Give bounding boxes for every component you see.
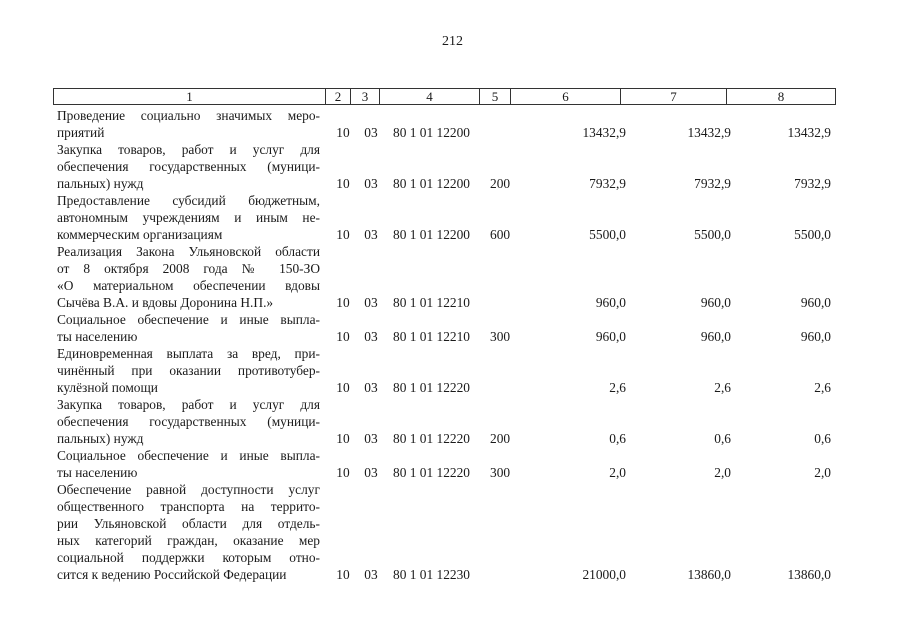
- description-line: Социальное обеспечение и иные выпла-: [57, 312, 320, 327]
- amount-column-6: 2,0: [609, 465, 626, 480]
- target-article-code: 80 1 01 12220: [393, 465, 470, 480]
- subsection-code: 03: [364, 567, 378, 582]
- description-line: ты населению: [57, 465, 138, 480]
- amount-column-8: 2,6: [814, 380, 831, 395]
- description-line: Сычёва В.А. и вдовы Доронина Н.П.»: [57, 295, 274, 310]
- table-row: [0, 107, 905, 141]
- amount-column-8: 0,6: [814, 431, 831, 446]
- target-article-code: 80 1 01 12220: [393, 380, 470, 395]
- target-article-code: 80 1 01 12230: [393, 567, 470, 582]
- amount-column-6: 0,6: [609, 431, 626, 446]
- description-line: Единовременная выплата за вред, при-: [57, 346, 320, 361]
- column-header-7: 7: [621, 89, 727, 105]
- row-description: [57, 141, 320, 192]
- description-line: чинённый при оказании противотубер-: [57, 363, 320, 378]
- section-code: 10: [336, 176, 350, 191]
- row-description: [57, 107, 320, 141]
- amount-column-6: 960,0: [595, 295, 626, 310]
- target-article-code: 80 1 01 12220: [393, 431, 470, 446]
- description-line: приятий: [57, 125, 105, 140]
- column-header-6: 6: [511, 89, 621, 105]
- subsection-code: 03: [364, 227, 378, 242]
- description-line: Социальное обеспечение и иные выпла-: [57, 448, 320, 463]
- column-header-5: 5: [480, 89, 511, 105]
- table-row: [0, 141, 905, 192]
- description-line: социальной поддержки которым отно-: [57, 550, 320, 565]
- amount-column-7: 13432,9: [687, 125, 731, 140]
- subsection-code: 03: [364, 431, 378, 446]
- description-line: Реализация Закона Ульяновской области: [57, 244, 320, 259]
- section-code: 10: [336, 380, 350, 395]
- amount-column-7: 2,6: [714, 380, 731, 395]
- table-row: [0, 481, 905, 583]
- description-line: ных категорий граждан, оказание мер: [57, 533, 320, 548]
- description-line: ты населению: [57, 329, 138, 344]
- column-header-3: 3: [351, 89, 380, 105]
- column-header-4: 4: [380, 89, 480, 105]
- column-header-8: 8: [727, 89, 836, 105]
- table-row: [0, 192, 905, 243]
- row-description: [57, 243, 320, 311]
- row-description: [57, 311, 320, 345]
- amount-column-8: 960,0: [800, 329, 831, 344]
- table-row: [0, 243, 905, 311]
- table-row: [0, 345, 905, 396]
- amount-column-8: 5500,0: [794, 227, 831, 242]
- amount-column-7: 2,0: [714, 465, 731, 480]
- description-line: коммерческим организациям: [57, 227, 223, 242]
- section-code: 10: [336, 465, 350, 480]
- description-line: пальных) нужд: [57, 431, 144, 446]
- description-line: Предоставление субсидий бюджетным,: [57, 193, 320, 208]
- expense-type-code: 200: [490, 431, 511, 446]
- target-article-code: 80 1 01 12210: [393, 329, 470, 344]
- amount-column-6: 5500,0: [589, 227, 626, 242]
- description-line: «О материальном обеспечении вдовы: [57, 278, 320, 293]
- description-line: кулёзной помощи: [57, 380, 158, 395]
- amount-column-7: 960,0: [700, 329, 731, 344]
- column-header-1: 1: [54, 89, 326, 105]
- amount-column-6: 2,6: [609, 380, 626, 395]
- description-line: Проведение социально значимых меро-: [57, 108, 320, 123]
- table-row: [0, 396, 905, 447]
- page-number: 212: [442, 34, 463, 49]
- description-line: Обеспечение равной доступности услуг: [57, 482, 320, 497]
- amount-column-7: 960,0: [700, 295, 731, 310]
- subsection-code: 03: [364, 380, 378, 395]
- column-header-row: [53, 88, 836, 105]
- section-code: 10: [336, 227, 350, 242]
- section-code: 10: [336, 431, 350, 446]
- row-description: [57, 447, 320, 481]
- row-description: [57, 396, 320, 447]
- expense-type-code: 300: [490, 465, 511, 480]
- expense-type-code: 600: [490, 227, 511, 242]
- section-code: 10: [336, 329, 350, 344]
- amount-column-8: 960,0: [800, 295, 831, 310]
- description-line: пальных) нужд: [57, 176, 144, 191]
- description-line: обеспечения государственных (муници-: [57, 414, 320, 429]
- amount-column-6: 21000,0: [582, 567, 626, 582]
- table-row: [0, 447, 905, 481]
- amount-column-7: 7932,9: [694, 176, 731, 191]
- description-line: общественного транспорта на террито-: [57, 499, 320, 514]
- section-code: 10: [336, 567, 350, 582]
- amount-column-7: 5500,0: [694, 227, 731, 242]
- subsection-code: 03: [364, 176, 378, 191]
- expense-type-code: 200: [490, 176, 511, 191]
- target-article-code: 80 1 01 12210: [393, 295, 470, 310]
- description-line: сится к ведению Российской Федерации: [57, 567, 287, 582]
- amount-column-6: 7932,9: [589, 176, 626, 191]
- description-line: автономным учреждениям и иным не-: [57, 210, 320, 225]
- subsection-code: 03: [364, 465, 378, 480]
- section-code: 10: [336, 125, 350, 140]
- amount-column-8: 13432,9: [787, 125, 831, 140]
- description-line: Закупка товаров, работ и услуг для: [57, 397, 320, 412]
- expense-type-code: 300: [490, 329, 511, 344]
- section-code: 10: [336, 295, 350, 310]
- target-article-code: 80 1 01 12200: [393, 176, 470, 191]
- amount-column-6: 13432,9: [582, 125, 626, 140]
- row-description: [57, 481, 320, 583]
- description-line: от 8 октября 2008 года № 150-ЗО: [57, 261, 320, 276]
- amount-column-8: 2,0: [814, 465, 831, 480]
- description-line: Закупка товаров, работ и услуг для: [57, 142, 320, 157]
- target-article-code: 80 1 01 12200: [393, 125, 470, 140]
- row-description: [57, 345, 320, 396]
- amount-column-7: 13860,0: [687, 567, 731, 582]
- amount-column-8: 7932,9: [794, 176, 831, 191]
- amount-column-6: 960,0: [595, 329, 626, 344]
- description-line: рии Ульяновской области для отдель-: [57, 516, 320, 531]
- row-description: [57, 192, 320, 243]
- subsection-code: 03: [364, 295, 378, 310]
- column-header-2: 2: [326, 89, 351, 105]
- target-article-code: 80 1 01 12200: [393, 227, 470, 242]
- subsection-code: 03: [364, 125, 378, 140]
- amount-column-8: 13860,0: [787, 567, 831, 582]
- description-line: обеспечения государственных (муници-: [57, 159, 320, 174]
- amount-column-7: 0,6: [714, 431, 731, 446]
- table-row: [0, 311, 905, 345]
- subsection-code: 03: [364, 329, 378, 344]
